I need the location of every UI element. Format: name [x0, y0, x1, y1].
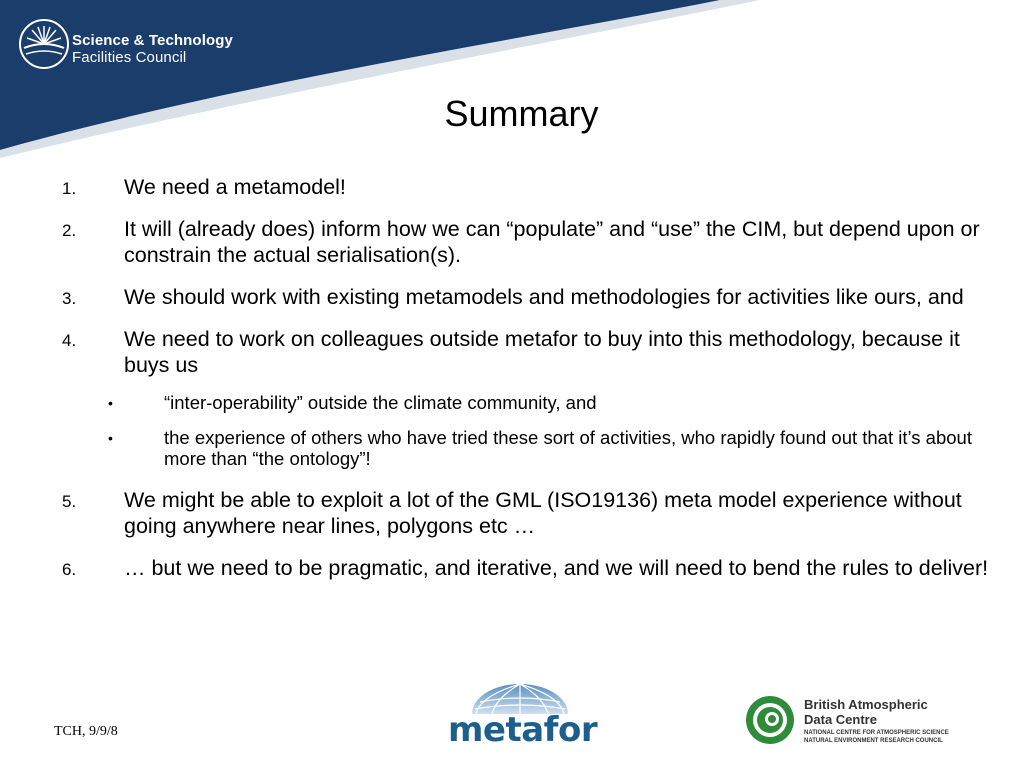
header-banner	[0, 0, 1023, 160]
summary-list	[62, 174, 992, 597]
badc-swirl-icon	[744, 694, 796, 746]
list-item	[62, 555, 992, 581]
list-item	[62, 326, 992, 378]
list-item	[62, 174, 992, 200]
item-number: 3.	[62, 289, 77, 308]
bullet-marker: •	[108, 395, 113, 411]
badc-name-line1: British Atmospheric	[804, 697, 928, 712]
item-number: 4.	[62, 331, 77, 350]
item-text: We need a metamodel!	[124, 175, 346, 199]
list-item	[62, 216, 992, 268]
item-text: We need to work on colleagues outside metafor to buy into this methodology, because it buys us	[124, 327, 960, 377]
org-name	[72, 32, 233, 66]
item-number: 2.	[62, 221, 77, 240]
org-name-line1: Science & Technology	[72, 32, 233, 49]
badc-logo-text	[804, 697, 1004, 745]
item-text: … but we need to be pragmatic, and iterative, and we will need to bend the rules to deliver!	[124, 556, 989, 580]
bullet-text: the experience of others who have tried these sort of activities, who rapidly found out that it’s about more than “the ontology”!	[164, 427, 972, 469]
sub-bullet	[62, 392, 992, 413]
footer-date: TCH, 9/9/8	[54, 724, 118, 739]
badc-sub-line1: NATIONAL CENTRE FOR ATMOSPHERIC SCIENCE	[804, 730, 949, 736]
metafor-wordmark: metafor	[448, 710, 598, 750]
badc-name-line2: Data Centre	[804, 712, 877, 727]
list-item	[62, 284, 992, 310]
item-number: 6.	[62, 560, 77, 579]
bullet-text: “inter-operability” outside the climate community, and	[164, 392, 597, 413]
list-item	[62, 487, 992, 539]
sub-bullet	[62, 427, 992, 469]
item-text: We should work with existing metamodels and methodologies for activities like ours, and	[124, 285, 964, 309]
item-text: It will (already does) inform how we can “populate” and “use” the CIM, but depend upon or constrain the actual serialisation(s).	[124, 217, 980, 267]
slide-title: Summary	[444, 93, 599, 134]
stfc-sun-logo-icon	[18, 18, 70, 70]
org-name-line2: Facilities Council	[72, 49, 187, 66]
item-number: 5.	[62, 492, 77, 511]
item-text: We might be able to exploit a lot of the GML (ISO19136) meta model experience without going anywhere near lines, polygons etc …	[124, 488, 962, 538]
item-number: 1.	[62, 179, 77, 198]
badc-sub-line2: NATURAL ENVIRONMENT RESEARCH COUNCIL	[804, 738, 943, 744]
bullet-marker: •	[108, 430, 113, 446]
